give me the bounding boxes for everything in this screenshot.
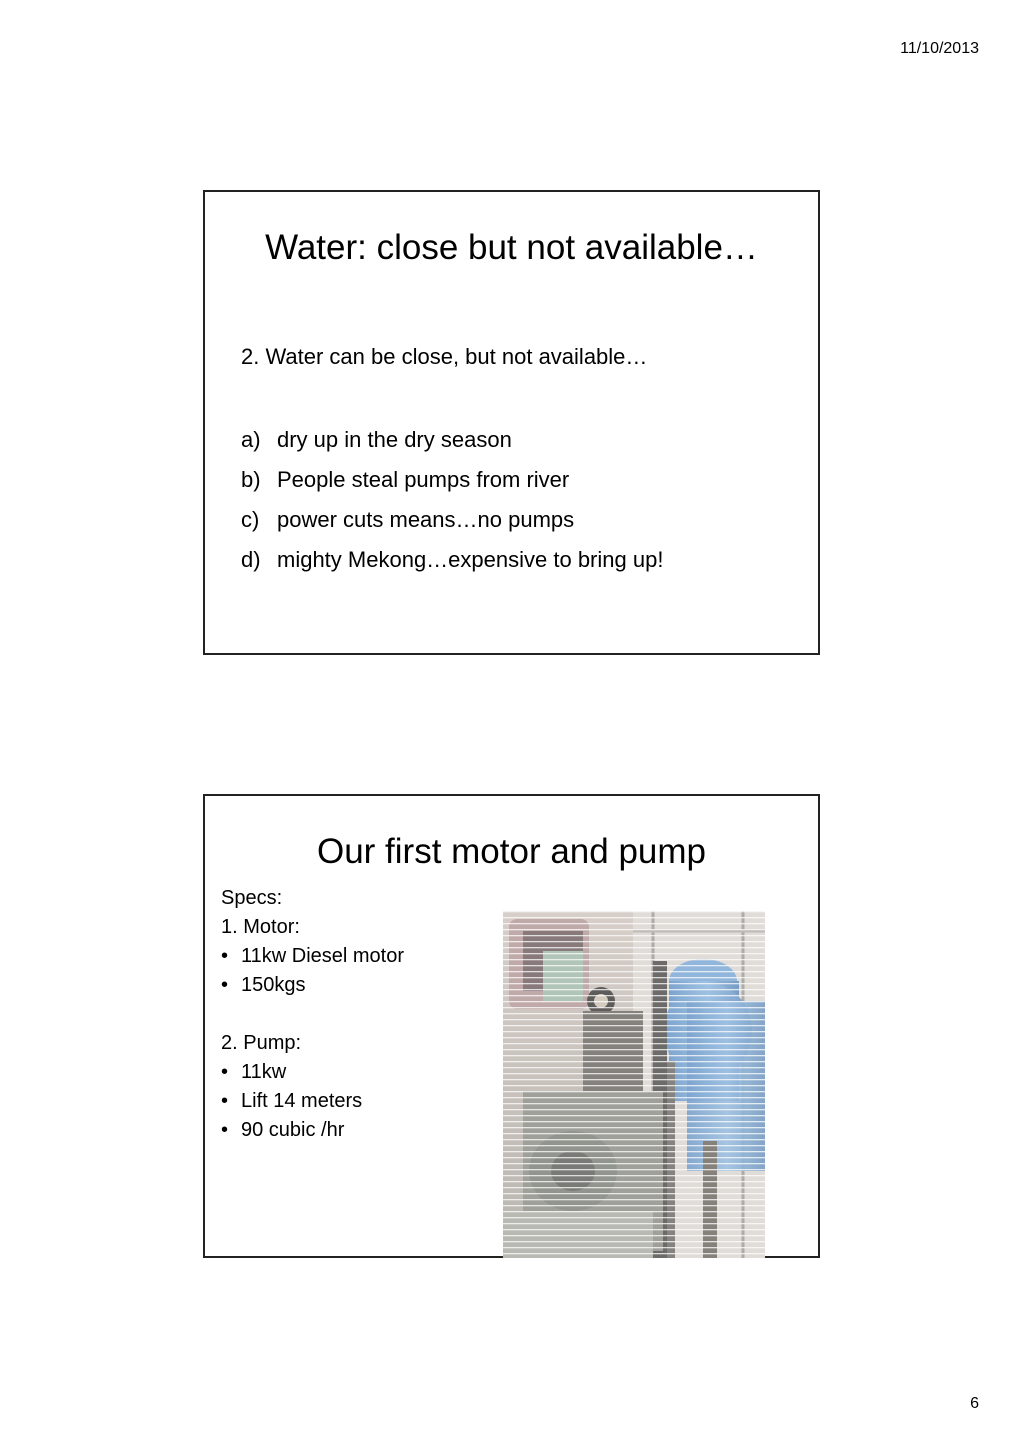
- list-marker: a): [241, 427, 261, 452]
- bullet: •: [221, 1061, 229, 1083]
- list-item-text: 11kw Diesel motor: [241, 945, 405, 967]
- list-item-text: dry up in the dry season: [277, 427, 512, 452]
- pump-heading: 2. Pump:: [221, 1032, 302, 1054]
- spacer: [221, 1000, 404, 1029]
- list-item: [221, 1058, 404, 1087]
- slide-intro-text: 2. Water can be close, but not available…: [241, 344, 648, 369]
- bullet: •: [221, 1119, 229, 1141]
- bullet: •: [221, 974, 229, 996]
- list-item: [241, 462, 663, 502]
- list-item: [221, 971, 404, 1000]
- motor-heading: 1. Motor:: [221, 916, 300, 938]
- list-item-text: 90 cubic /hr: [241, 1119, 345, 1141]
- slide-motor-and-pump: [203, 794, 820, 1258]
- list-item-text: 11kw: [241, 1061, 287, 1083]
- list-item-text: People steal pumps from river: [277, 467, 570, 492]
- slide-title: Our first motor and pump: [316, 832, 707, 871]
- bullet: •: [221, 945, 229, 967]
- bullet: •: [221, 1090, 229, 1112]
- list-item-text: Lift 14 meters: [241, 1090, 363, 1112]
- list-item: [241, 542, 663, 582]
- list-item: [221, 942, 404, 971]
- reason-list: [241, 422, 663, 582]
- slide-water-availability: [203, 190, 820, 655]
- list-item: [241, 422, 663, 462]
- list-marker: c): [241, 507, 260, 532]
- page-number: 6: [970, 1395, 979, 1412]
- list-item: [221, 1087, 404, 1116]
- specs-label: Specs:: [221, 887, 283, 909]
- slide-title: Water: close but not available…: [265, 228, 758, 267]
- list-item-text: power cuts means…no pumps: [277, 507, 575, 532]
- motor-pump-photo: [503, 911, 765, 1258]
- list-item-text: mighty Mekong…expensive to bring up!: [277, 547, 664, 572]
- list-marker: b): [241, 467, 261, 492]
- list-item: [221, 1116, 404, 1145]
- list-item: [241, 502, 663, 542]
- slide-date: 11/10/2013: [900, 40, 979, 57]
- list-item-text: 150kgs: [241, 974, 306, 996]
- list-marker: d): [241, 547, 261, 572]
- specs-list: [221, 884, 404, 1145]
